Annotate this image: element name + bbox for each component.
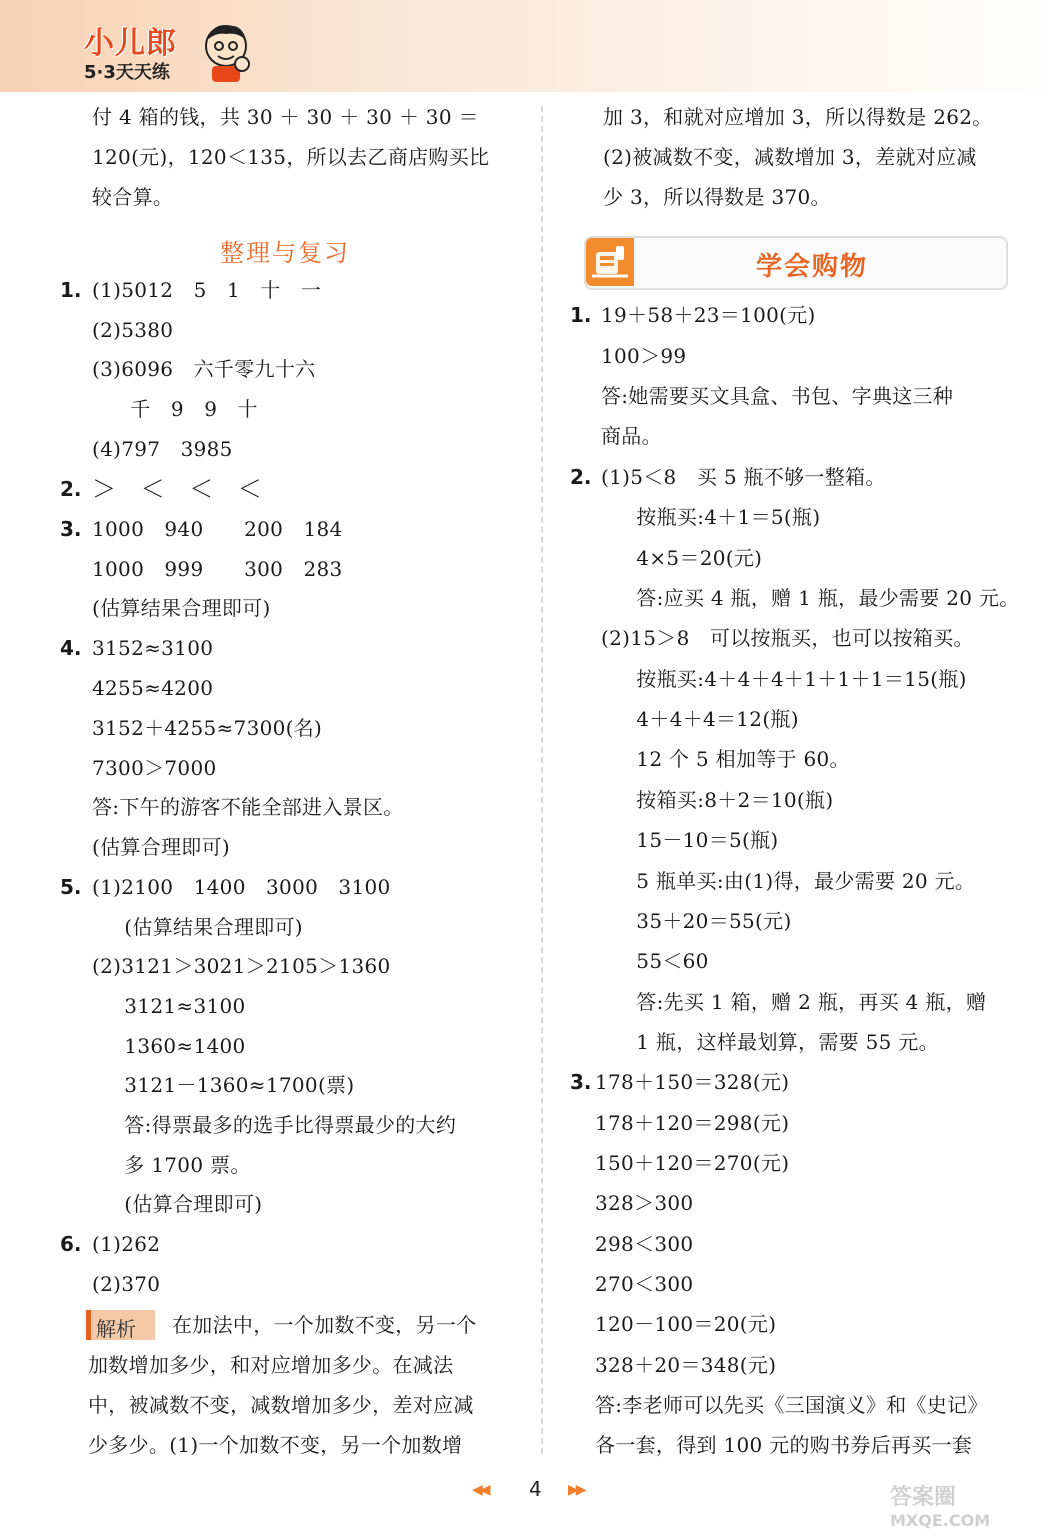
- text-line: 答:得票最多的选手比得票最少的大约: [104, 1113, 457, 1137]
- item-number: 1.: [570, 303, 592, 327]
- text-line: 12 个 5 相加等于 60。: [616, 747, 850, 771]
- text-line: 100＞99: [601, 344, 687, 368]
- text-line: 按瓶买:4＋1＝5(瓶): [616, 505, 821, 529]
- column-divider: [541, 106, 543, 1454]
- text-line: 中，被减数不变，减数增加多少，差对应减: [88, 1393, 474, 1417]
- text-line: (2)被减数不变，减数增加 3，差就对应减: [603, 145, 977, 169]
- text-line: 5 瓶单买:由(1)得，最少需要 20 元。: [616, 869, 976, 893]
- text-line: 1 瓶，这样最划算，需要 55 元。: [616, 1030, 939, 1054]
- text-line: 178＋150＝328(元): [595, 1070, 790, 1094]
- prev-page-arrows: ◀◀: [472, 1482, 488, 1498]
- analysis-tag: 解析: [96, 1317, 136, 1341]
- watermark-logo: [880, 1480, 1040, 1530]
- text-line: 在加法中，一个加数不变，另一个: [172, 1313, 477, 1337]
- mascot-icon: [198, 20, 254, 84]
- text-line: (2)3121＞3021＞2105＞1360: [92, 954, 391, 978]
- item-number: 6.: [60, 1232, 82, 1256]
- text-line: (4)797 3985: [92, 437, 233, 461]
- text-line: 各一套，得到 100 元的购书券后再买一套: [595, 1433, 973, 1457]
- text-line: 120(元)，120＜135，所以去乙商店购买比: [92, 145, 490, 169]
- text-line: 少多少。(1)一个加数不变，另一个加数增: [88, 1433, 463, 1457]
- text-line: 55＜60: [616, 949, 709, 973]
- text-line: 1000 940 200 184: [92, 517, 343, 541]
- text-line: 120－100＝20(元): [595, 1312, 777, 1336]
- next-page-arrows: ▶▶: [568, 1482, 584, 1498]
- text-line: (估算结果合理即可): [104, 915, 303, 939]
- text-line: 答:下午的游客不能全部进入景区。: [92, 795, 404, 819]
- text-line: 270＜300: [595, 1272, 694, 1296]
- text-line: ＞ ＜ ＜ ＜: [92, 475, 263, 503]
- text-line: 15－10＝5(瓶): [616, 828, 779, 852]
- text-line: 35＋20＝55(元): [616, 909, 792, 933]
- text-line: 1000 999 300 283: [92, 557, 343, 581]
- text-line: 答:先买 1 箱，赠 2 瓶，再买 4 瓶，赠: [616, 990, 987, 1014]
- text-line: 少 3，所以得数是 370。: [603, 185, 831, 209]
- text-line: (1)262: [92, 1232, 161, 1256]
- series-name: 5·3天天练: [84, 62, 170, 83]
- text-line: (1)5＜8 买 5 瓶不够一整箱。: [601, 465, 886, 489]
- brand-logo: 小儿郎: [84, 26, 177, 61]
- text-line: 3121≈3100: [104, 994, 246, 1018]
- text-line: 按瓶买:4＋4＋4＋1＋1＋1＝15(瓶): [616, 667, 967, 691]
- text-line: (2)5380: [92, 318, 174, 342]
- svg-text:答案圈: 答案圈: [890, 1485, 957, 1510]
- text-line: 按箱买:8＋2＝10(瓶): [616, 788, 834, 812]
- banner-title: 学会购物: [756, 252, 869, 282]
- text-line: 3152≈3100: [92, 636, 214, 660]
- text-line: (1)5012 5 1 十 一: [92, 278, 322, 302]
- text-line: 较合算。: [92, 185, 174, 209]
- item-number: 1.: [60, 278, 82, 302]
- text-line: 328＞300: [595, 1191, 694, 1215]
- text-line: 1360≈1400: [104, 1034, 246, 1058]
- text-line: 3152＋4255≈7300(名): [92, 716, 323, 740]
- text-line: (3)6096 六千零九十六: [92, 357, 316, 381]
- text-line: 付 4 箱的钱，共 30 ＋ 30 ＋ 30 ＋ 30 ＝: [92, 105, 479, 129]
- text-line: (估算合理即可): [92, 835, 231, 859]
- text-line: (2)15＞8 可以按瓶买，也可以按箱买。: [601, 626, 974, 650]
- shopping-icon: [586, 238, 634, 286]
- page-number: 4: [529, 1477, 542, 1501]
- item-number: 4.: [60, 636, 82, 660]
- text-line: 3121－1360≈1700(票): [104, 1073, 355, 1097]
- text-line: 298＜300: [595, 1232, 694, 1256]
- text-line: 千 9 9 十: [110, 397, 258, 421]
- text-line: 加数增加多少，和对应增加多少。在减法: [88, 1353, 454, 1377]
- text-line: 328＋20＝348(元): [595, 1353, 777, 1377]
- item-number: 3.: [570, 1070, 592, 1094]
- item-number: 2.: [60, 477, 82, 501]
- item-number: 2.: [570, 465, 592, 489]
- text-line: 178＋120＝298(元): [595, 1111, 790, 1135]
- text-line: (2)370: [92, 1272, 161, 1296]
- text-line: 答:应买 4 瓶，赠 1 瓶，最少需要 20 元。: [616, 586, 1020, 610]
- text-line: (估算结果合理即可): [92, 596, 271, 620]
- text-line: 7300＞7000: [92, 756, 217, 780]
- text-line: (1)2100 1400 3000 3100: [92, 875, 391, 899]
- text-line: 答:她需要买文具盒、书包、字典这三种: [601, 384, 954, 408]
- text-line: 4＋4＋4＝12(瓶): [616, 707, 799, 731]
- text-line: 加 3，和就对应增加 3，所以得数是 262。: [603, 105, 993, 129]
- text-line: (估算合理即可): [104, 1192, 263, 1216]
- section-title: 整理与复习: [220, 239, 350, 267]
- text-line: 商品。: [601, 424, 662, 448]
- text-line: 4255≈4200: [92, 676, 214, 700]
- text-line: 150＋120＝270(元): [595, 1151, 790, 1175]
- text-line: 多 1700 票。: [104, 1153, 251, 1177]
- text-line: 答:李老师可以先买《三国演义》和《史记》: [595, 1393, 988, 1417]
- text-line: 19＋58＋23＝100(元): [601, 303, 816, 327]
- text-line: 4×5＝20(元): [616, 546, 763, 570]
- item-number: 5.: [60, 875, 82, 899]
- item-number: 3.: [60, 517, 82, 541]
- svg-text:MXQE.COM: MXQE.COM: [890, 1511, 991, 1530]
